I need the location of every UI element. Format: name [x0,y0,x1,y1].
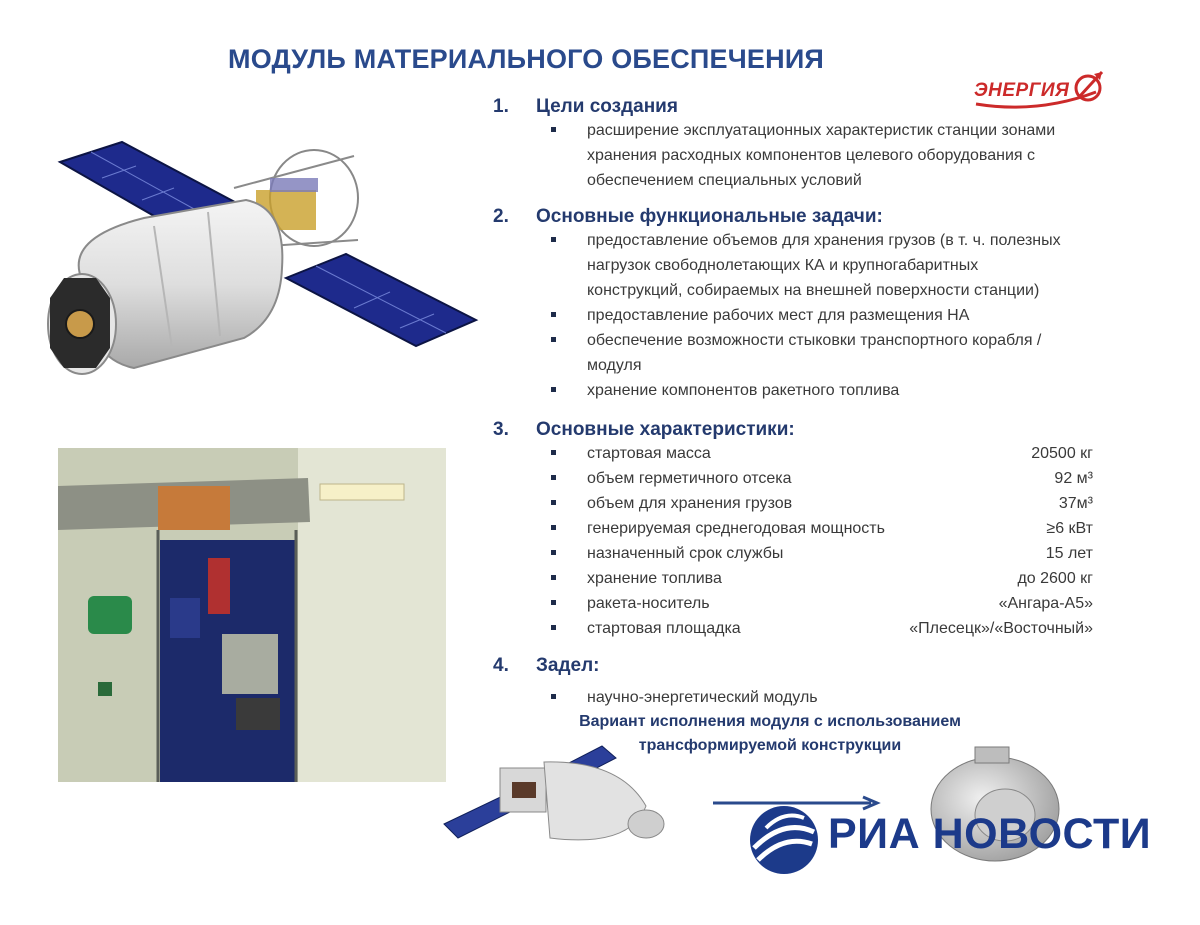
characteristic-row [493,516,1093,541]
characteristic-label: хранение топлива [587,570,722,587]
list-item-line: обеспечение возможности стыковки транспортного корабля / [587,332,1042,349]
list-item-line: научно-энергетический модуль [587,689,818,706]
section-number: 2. [493,206,509,227]
bullet-icon [551,237,556,242]
bullet-icon [551,550,556,555]
section-number: 1. [493,96,509,117]
characteristic-label: назначенный срок службы [587,545,784,562]
section-characteristics [493,419,1093,641]
section-number: 4. [493,655,509,676]
list-item [493,328,1061,378]
list-item-line: хранение компонентов ракетного топлива [587,382,900,399]
bullet-icon [551,600,556,605]
list-item-line: предоставление объемов для хранения грузов (в т. ч. полезных [587,232,1061,249]
bullet-icon [551,312,556,317]
section-heading [493,96,1055,118]
characteristic-value: 37м³ [1058,495,1093,512]
list-item [493,303,1061,328]
bullet-list [493,118,1055,193]
bullet-icon [551,475,556,480]
characteristic-row [493,591,1093,616]
bullet-icon [551,387,556,392]
solar-panel-lower-right [286,254,476,346]
characteristic-label: объем герметичного отсека [587,470,792,487]
characteristic-label: стартовая масса [587,445,711,462]
section-heading [493,655,818,677]
characteristic-row [493,616,1093,641]
caption-line: Вариант исполнения модуля с использованием [579,713,961,730]
characteristic-value: ≥6 кВт [1046,520,1093,537]
list-item [493,118,1055,193]
characteristic-label: генерируемая среднегодовая мощность [587,520,885,537]
section-number: 3. [493,419,509,440]
characteristic-row [493,541,1093,566]
bullet-icon [551,625,556,630]
characteristic-row [493,441,1093,466]
module-interior-render [58,448,446,782]
characteristic-value: до 2600 кг [1017,570,1093,587]
list-item [493,228,1061,303]
list-item-line: конструкций, собираемых на внешней поверхности станции) [587,282,1040,299]
section-title: Основные характеристики: [536,419,795,440]
section-heading [493,206,1061,228]
characteristic-row [493,466,1093,491]
list-item [493,685,818,710]
watermark-text: РИА НОВОСТИ [828,810,1152,858]
characteristic-row [493,491,1093,516]
list-item-line: модуля [587,357,642,374]
bullet-icon [551,337,556,342]
ria-novosti-logo-icon [748,804,820,876]
characteristic-label: стартовая площадка [587,620,741,637]
list-item-line: расширение эксплуатационных характеристик станции зонами [587,122,1056,139]
characteristic-value: 15 лет [1045,545,1093,562]
bullet-icon [551,694,556,699]
module-variant-illustration [440,738,670,858]
section-title: Цели создания [536,96,678,117]
characteristic-value: «Плесецк»/«Восточный» [909,620,1093,637]
list-item-line: хранения расходных компонентов целевого оборудования с [587,147,1036,164]
bullet-icon [551,575,556,580]
section-goals [493,96,1055,193]
section-heading [493,419,885,441]
list-item [493,378,1061,403]
bullet-icon [551,450,556,455]
page-title: МОДУЛЬ МАТЕРИАЛЬНОГО ОБЕСПЕЧЕНИЯ [228,44,825,74]
section-groundwork [493,655,818,710]
section-tasks [493,206,1061,403]
module-body [500,762,664,840]
list-item-line: предоставление рабочих мест для размещения НА [587,307,970,324]
list-item-line: нагрузок свободнолетающих КА и крупногабаритных [587,257,979,274]
characteristic-value: 20500 кг [1031,445,1093,462]
ria-novosti-watermark [748,800,1152,880]
characteristic-value: 92 м³ [1054,470,1093,487]
bullet-list [493,685,818,710]
list-item-line: обеспечением специальных условий [587,172,862,189]
module-body [48,200,282,374]
bullet-list [493,228,1061,403]
bullet-icon [551,525,556,530]
characteristic-row [493,566,1093,591]
section-title: Задел: [536,655,600,676]
characteristic-label: объем для хранения грузов [587,495,793,512]
space-station-illustration [24,128,479,398]
characteristics-list [493,441,1093,641]
bullet-icon [551,500,556,505]
caption-line: трансформируемой конструкции [638,737,902,754]
characteristic-value: «Ангара-А5» [998,595,1093,612]
bullet-icon [551,127,556,132]
characteristic-label: ракета-носитель [587,595,710,612]
section-title: Основные функциональные задачи: [536,206,883,227]
logo-text: ЭНЕРГИЯ [974,80,1070,101]
